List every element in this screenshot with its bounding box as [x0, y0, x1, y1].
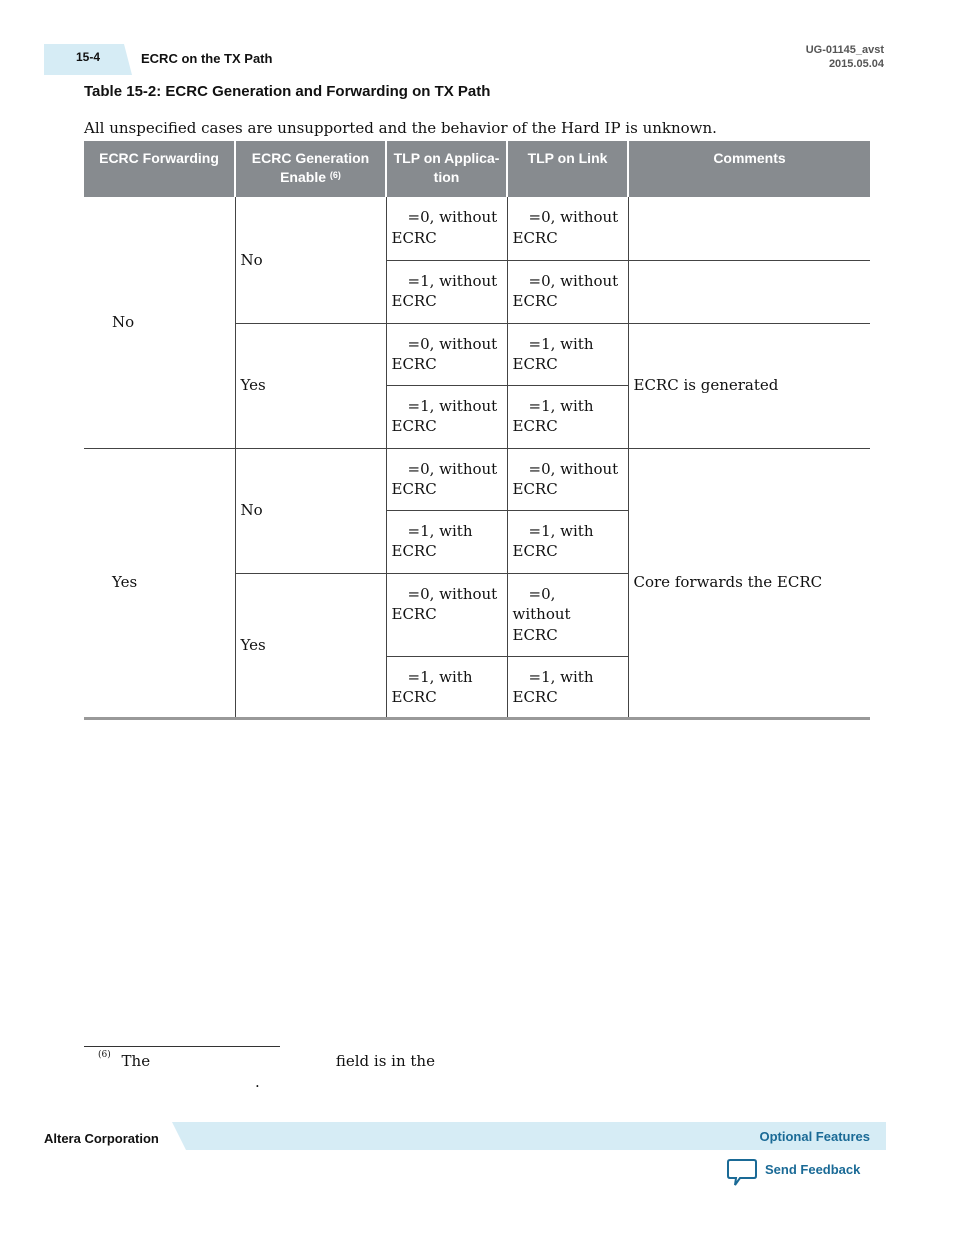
- tlp-link-cell: =1, with ECRC: [507, 323, 628, 385]
- generation-cell: Yes: [235, 573, 386, 718]
- col-ecrc-forwarding: ECRC Forwarding: [84, 141, 235, 197]
- table-header-row: [84, 141, 870, 197]
- company-name: Altera Corporation: [44, 1131, 159, 1146]
- col-tlp-on-application: TLP on Applica-tion: [386, 141, 507, 197]
- doc-date: 2015.05.04: [828, 58, 884, 70]
- comment-cell: [628, 260, 870, 323]
- tlp-link-cell: =1, with ECRC: [507, 385, 628, 448]
- col-comments: Comments: [628, 141, 870, 197]
- table-row: [84, 197, 870, 260]
- ecrc-table: [84, 141, 870, 720]
- tlp-app-cell: =1, with ECRC: [386, 510, 507, 573]
- table-note: All unspecified cases are unsupported and the behavior of the Hard IP is unknown.: [84, 119, 717, 137]
- comment-cell: [628, 197, 870, 260]
- table-title: Table 15-2: ECRC Generation and Forwarding on TX Path: [84, 83, 491, 100]
- tlp-app-cell: =0, without ECRC: [386, 323, 507, 385]
- tlp-link-cell: =0, without ECRC: [507, 260, 628, 323]
- tlp-app-cell: =0, without ECRC: [386, 573, 507, 656]
- doc-id: [806, 43, 884, 71]
- forwarding-cell: No: [112, 313, 135, 331]
- footnote: [98, 1052, 435, 1070]
- col-ecrc-generation-enable: [235, 141, 386, 197]
- tlp-link-cell: =0, without ECRC: [507, 448, 628, 510]
- generation-cell: Yes: [235, 323, 386, 448]
- table-row: [84, 448, 870, 510]
- footnote-ref: (6): [329, 170, 341, 180]
- tlp-link-cell: =0, without ECRC: [507, 197, 628, 260]
- tlp-app-cell: =0, without ECRC: [386, 197, 507, 260]
- tlp-app-cell: =1, without ECRC: [386, 260, 507, 323]
- send-feedback-link[interactable]: Send Feedback: [765, 1162, 861, 1177]
- footnote-text-b: field is in the: [335, 1052, 435, 1070]
- tlp-link-cell: =1, with ECRC: [507, 656, 628, 718]
- tlp-app-cell: =1, without ECRC: [386, 385, 507, 448]
- doc-id-code: UG-01145_avst: [805, 44, 884, 56]
- tlp-app-cell: =1, with ECRC: [386, 656, 507, 718]
- col-tlp-on-link: TLP on Link: [507, 141, 628, 197]
- footnote-marker: (6): [98, 1050, 111, 1060]
- tlp-app-cell: =0, without ECRC: [386, 448, 507, 510]
- comment-cell: Core forwards the ECRC: [628, 448, 870, 718]
- footnote-rule: [84, 1046, 280, 1047]
- tlp-link-cell: =0, without ECRC: [507, 573, 628, 656]
- forwarding-cell: Yes: [84, 448, 235, 718]
- speech-bubble-icon[interactable]: [726, 1158, 758, 1188]
- generation-cell: No: [235, 197, 386, 323]
- tlp-link-cell: =1, with ECRC: [507, 510, 628, 573]
- chapter-link[interactable]: Optional Features: [759, 1129, 870, 1144]
- col-ecrc-generation-label: ECRC Generation Enable: [251, 150, 370, 185]
- generation-cell: No: [235, 448, 386, 573]
- section-title: ECRC on the TX Path: [141, 51, 273, 66]
- comment-cell: ECRC is generated: [628, 323, 870, 448]
- footnote-period: .: [255, 1073, 260, 1091]
- page-number: 15-4: [75, 50, 101, 64]
- footnote-text-a: The: [121, 1052, 151, 1070]
